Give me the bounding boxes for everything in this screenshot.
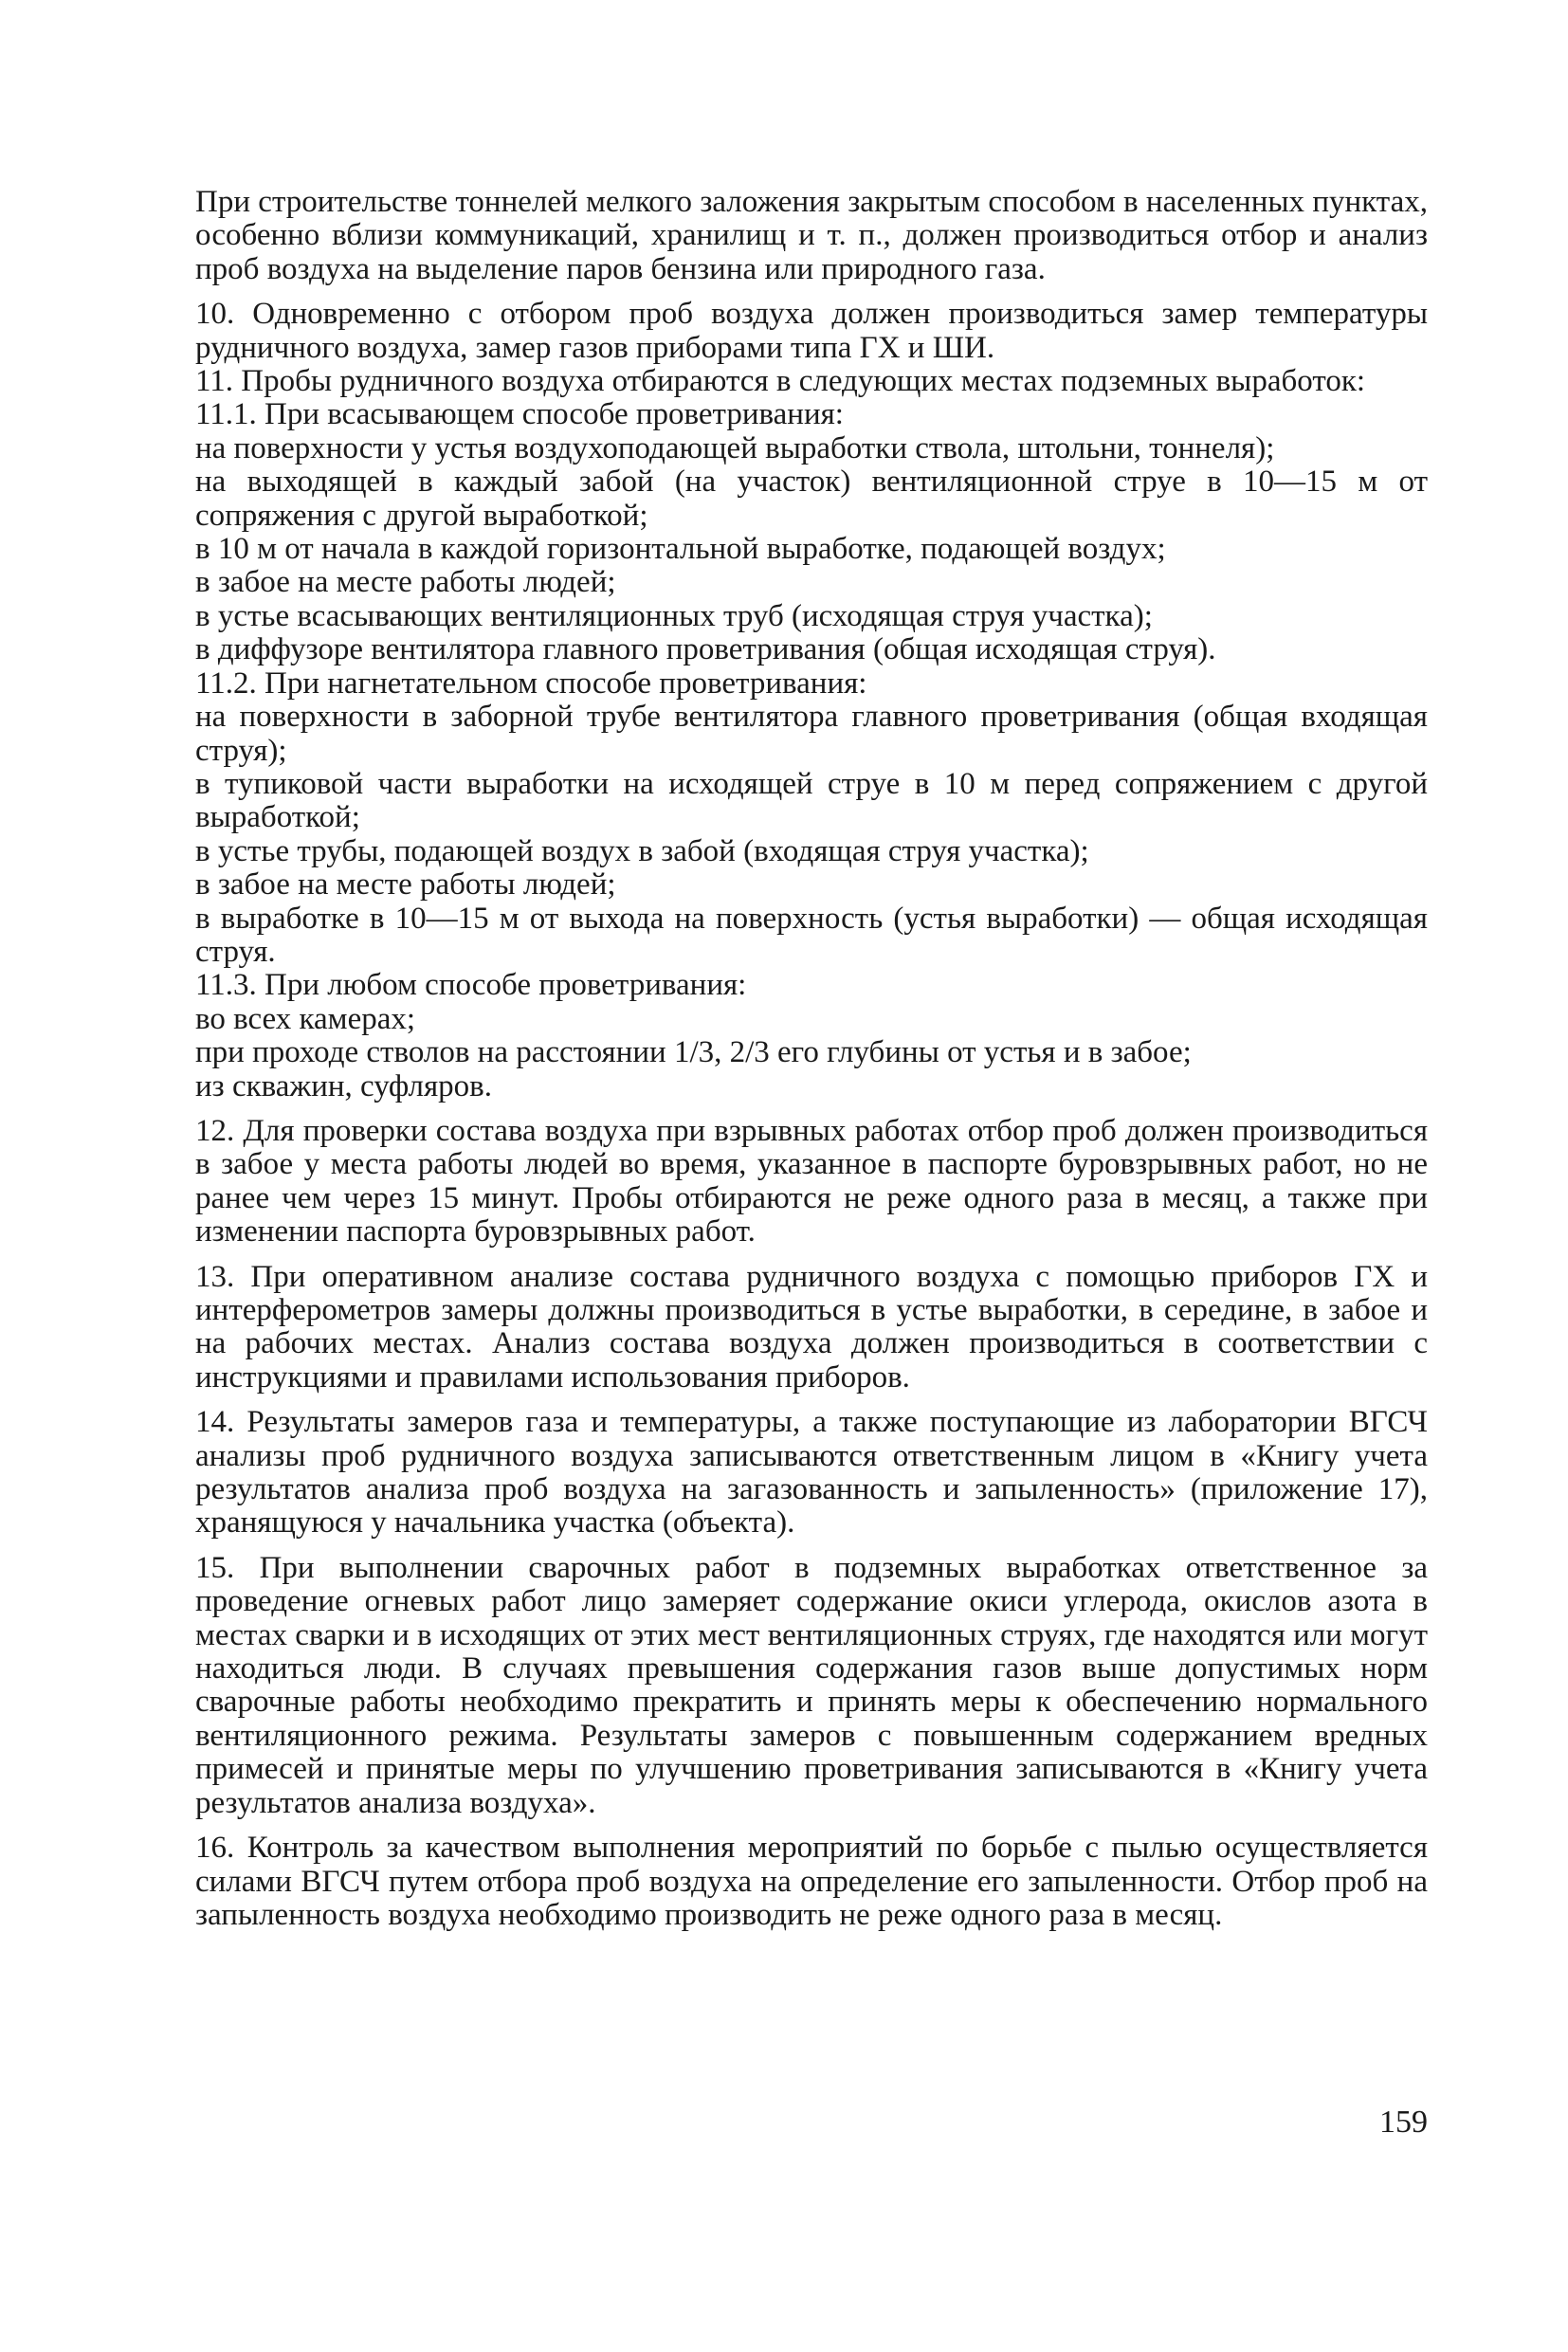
paragraph-14: 14. Результаты замеров газа и температуры, а также поступающие из лаборатории ВГСЧ анализы проб рудничного воздуха записываются ответственным лицом в «Книгу учета результатов анализа проб воздуха на загазованность и запыленность» (приложение 17), хранящуюся у начальника участка (объекта). [195,1405,1428,1541]
list-item: в диффузоре вентилятора главного проветривания (общая исходящая струя). [195,632,1216,667]
list-item: в 10 м от начала в каждой горизонтальной выработке, подающей воздух; [195,532,1166,567]
paragraph-11: 11. Пробы рудничного воздуха отбираются в следующих местах подземных выработок: [195,364,1366,399]
page-body [195,186,1428,1932]
list-item: в забое на месте работы людей; [195,565,616,600]
paragraph-13: 13. При оперативном анализе состава рудничного воздуха с помощью приборов ГХ и интерферометров замеры должны производиться в устье выработки, в середине, в забое и на рабочих местах. Анализ состава воздуха должен производиться в соответствии с инструкциями и правилами использования приборов. [195,1259,1428,1395]
paragraph-12: 12. Для проверки состава воздуха при взрывных работах отбор проб должен производиться в забое у места работы людей во время, указанное в паспорте буровзрывных работ, но не ранее чем через 15 минут. Пробы отбираются не реже одного раза в месяц, а также при изменении паспорта буровзрывных работ. [195,1113,1428,1249]
list-item: во всех камерах; [195,1001,416,1036]
page-number: 159 [1379,2105,1428,2140]
paragraph-15: 15. При выполнении сварочных работ в подземных выработках ответственное за проведение огневых работ лицо замеряет содержание окиси углерода, окислов азота в местах сварки и в исходящих от этих мест вентиляционных струях, где находятся или могут находиться люди. В случаях превышения содержания газов выше допустимых норм сварочные работы необходимо прекратить и принять меры к обеспечению нормального вентиляционного режима. Результаты замеров с повышенным содержанием вредных примесей и принятые меры по улучшению проветривания записываются в «Книгу учета результатов анализа воздуха». [195,1550,1429,1820]
paragraph-16: 16. Контроль за качеством выполнения мероприятий по борьбе с пылью осуществляется силами ВГСЧ путем отбора проб воздуха на определение его запыленности. Отбор проб на запыленность воздуха необходимо производить не реже одного раза в месяц. [195,1831,1428,1932]
paragraph-10: 10. Одновременно с отбором проб воздуха должен производиться замер температуры рудничного воздуха, замер газов приборами типа ГХ и ШИ. [195,297,1428,365]
paragraph-11-2: 11.2. При нагнетательном способе проветривания: [195,665,867,701]
list-item: в устье трубы, подающей воздух в забой (входящая струя участка); [195,833,1089,868]
list-item: в тупиковой части выработки на исходящей струе в 10 м перед сопряжением с другой выработкой; [195,766,1428,835]
list-item: в выработке в 10—15 м от выхода на поверхность (устья выработки) — общая исходящая струя. [195,901,1428,969]
paragraph-11-1: 11.1. При всасывающем способе проветривания: [195,397,844,432]
paragraph-intro: При строительстве тоннелей мелкого заложения закрытым способом в населенных пунктах, особенно вблизи коммуникаций, хранилищ и т. п., должен производиться отбор и анализ проб воздуха на выделение паров бензина или природного газа. [195,185,1428,286]
list-item: из скважин, суфляров. [195,1068,492,1103]
list-item: на поверхности в заборной трубе вентилятора главного проветривания (общая входящая струя); [195,700,1428,768]
list-item: при проходе стволов на расстоянии 1/3, 2/3 его глубины от устья и в забое; [195,1035,1192,1070]
paragraph-11-3: 11.3. При любом способе проветривания: [195,968,747,1003]
list-item: в забое на месте работы людей; [195,867,616,903]
list-item: в устье всасывающих вентиляционных труб (исходящая струя участка); [195,598,1153,633]
list-item: на выходящей в каждый забой (на участок) вентиляционной струе в 10—15 м от сопряжения с другой выработкой; [195,465,1428,533]
list-item: на поверхности у устья воздухоподающей выработки ствола, штольни, тоннеля); [195,430,1275,465]
